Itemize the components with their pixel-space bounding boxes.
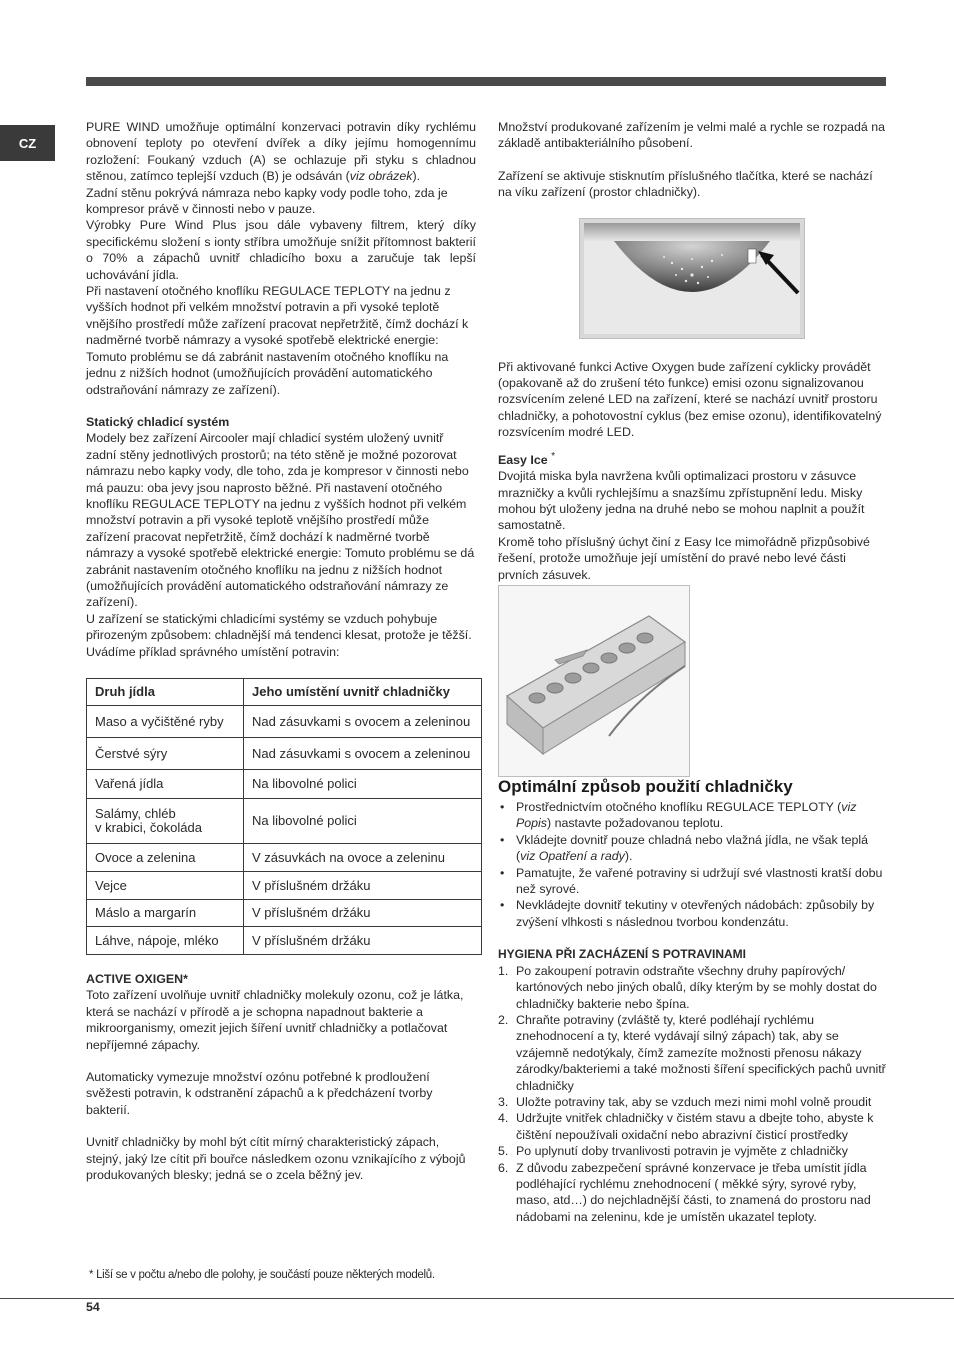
ozone-smell-paragraph: Uvnitř chladničky by mohl být cítit mírný charakteristický zápach, stejný, jaký lze cítit při bouřce následkem ozonu vznikajícího z výbojů produkovaných blesky; jedná se o zcela běžný jev. xyxy=(86,1135,466,1183)
table-header-row xyxy=(87,679,482,706)
pure-wind-plus-paragraph: Výrobky Pure Wind Plus jsou dále vybaveny filtrem, který díky specifickému složení s ionty stříbra umožňuje snížit přítomnost bakterií o 70% a zápachů uvnitř chladicího boxu a zaručuje tak lepší uchovávání jídla. xyxy=(86,218,476,282)
table-cell: Maso a vyčištěné ryby xyxy=(87,706,244,738)
easy-ice-heading: Easy Ice * xyxy=(498,450,556,467)
table-row xyxy=(87,900,482,927)
easy-ice-tray-image xyxy=(498,585,690,777)
table-cell: V příslušném držáku xyxy=(244,900,482,927)
pure-wind-temperature-paragraph: Při nastavení otočného knoflíku REGULACE TEPLOTY na jednu z vyšších hodnot při velkém množství potravin a při vysoké teplotě vnějšího prostředí může zařízení pracovat nepřetržitě, čímž dochází k nadměrné tvorbě námrazy a vysoké spotřebě elektrické energie: Tomuto problému se dá zabránit nastavením otočného knoflíku na jednu z nižších hodnot (umožňujících provádění automatického odstraňování námrazy ze zařízení). xyxy=(86,284,469,397)
ozone-quantity-paragraph: Množství produkované zařízením je velmi malé a rychle se rozpadá na základě antibakteriálního působení. xyxy=(498,120,886,151)
table-cell: Vejce xyxy=(87,872,244,900)
list-item: • Pamatujte, že vařené potraviny si udržují své vlastnosti kratší dobu než syrové. xyxy=(498,865,888,898)
list-item: 1. Po zakoupení potravin odstraňte všechny druhy papírových/ kartónových nebo jiných obalů, díky kterým by se mohly dostat do chladničky bakterie nebo špína. xyxy=(498,963,877,1011)
table-row xyxy=(87,872,482,900)
table-cell: Ovoce a zelenina xyxy=(87,844,244,872)
table-cell: Na libovolné polici xyxy=(244,799,482,844)
hygiene-list xyxy=(498,963,888,1226)
table-header: Jeho umístění uvnitř chladničky xyxy=(244,679,482,706)
active-oxygen-device-image xyxy=(579,218,805,339)
ozone-cycle-paragraph: Při aktivované funkci Active Oxygen bude zařízení cyklicky provádět (opakovaně až do zrušení této funkce) emisi ozonu signalizovanou rozsvícením zelené LED na zařízení, které se nachází uvnitř prostoru chladničky, a pohotovostní cyklus (bez emise ozonu), identifikovatelný rozsvícením modré LED. xyxy=(498,359,882,440)
food-placement-table xyxy=(86,678,482,955)
table-cell: Vařená jídla xyxy=(87,770,244,799)
ozone-device-illustration xyxy=(584,223,800,334)
pure-wind-frost-paragraph: Zadní stěnu pokrývá námraza nebo kapky vody podle toho, zda je kompresor právě v činnosti nebo v pauze. xyxy=(86,185,448,217)
list-item: 4. Udržujte vnitřek chladničky v čistém stavu a dbejte toho, abyste k čištění nepoužívali oxidační nebo abrazivní čisticí prostředky xyxy=(498,1111,874,1142)
table-row xyxy=(87,927,482,955)
static-system-heading: Statický chladicí systém xyxy=(86,414,230,429)
footnote: * Liší se v počtu a/nebo dle polohy, je součástí pouze některých modelů. xyxy=(89,1269,435,1281)
ice-tray-illustration xyxy=(499,586,689,776)
right-column xyxy=(498,119,888,1225)
static-air-paragraph: U zařízení se statickými chladicími systémy se vzduch pohybuje přirozeným způsobem: chladnější má tendenci klesat, protože je těžší. Uvádíme příklad správného umístění potravin: xyxy=(86,611,472,659)
table-row xyxy=(87,844,482,872)
language-tab: CZ xyxy=(0,125,55,161)
list-item: • Vkládejte dovnitř pouze chladná nebo vlažná jídla, ne však teplá (viz Opatření a rady). xyxy=(498,832,888,865)
active-oxigen-heading: ACTIVE OXIGEN* xyxy=(86,972,188,986)
optimal-use-list xyxy=(498,799,888,930)
table-cell: Na libovolné polici xyxy=(244,770,482,799)
table-cell: V příslušném držáku xyxy=(244,872,482,900)
table-header: Druh jídla xyxy=(87,679,244,706)
table-cell: V příslušném držáku xyxy=(244,927,482,955)
bottom-rule xyxy=(0,1298,954,1299)
static-system-paragraph: Modely bez zařízení Aircooler mají chladicí systém uložený uvnitř zadní stěny jednotlivých prostorů; na této stěně je možné pozorovat námrazu nebo kapky vody, dle toho, zda je kompresor v činnosti nebo má pauzu: oba jevy jsou naprosto běžné. Při nastavení otočného knoflíku REGULACE TEPLOTY na jednu z vyšších hodnot při velkém množství potravin a při vysoké teplotě vnějšího prostředí může zařízení pracovat nepřetržitě, čímž dochází k nadměrné tvorbě námrazy a vysoké spotřebě elektrické energie: Tomuto problému se dá zabránit nastavením otočného knoflíku na jednu z nižších hodnot (umožňujících provádění automatického odstraňování námrazy ze zařízení). xyxy=(86,431,475,610)
active-oxigen-paragraph: Toto zařízení uvolňuje uvnitř chladničky molekuly ozonu, což je látka, která se nachází v přírodě a je schopna napadnout bakterie a mikroorganismy, omezit jejich šíření uvnitř chladničky a potlačovat nepříjemné zápachy. xyxy=(86,988,464,1052)
table-row xyxy=(87,706,482,738)
table-row xyxy=(87,738,482,770)
table-cell: Čerstvé sýry xyxy=(87,738,244,770)
table-cell: Máslo a margarín xyxy=(87,900,244,927)
table-row xyxy=(87,770,482,799)
list-item: 2. Chraňte potraviny (zvláště ty, které podléhají rychlému znehodnocení a ty, které vydávají silný zápach) tak, aby se vzájemně nedotýkaly, čímž zamezíte možnosti přenosu nákazy zárodky/bakteriemi a také možnosti šíření specifických pachů uvnitř chladničky xyxy=(498,1012,886,1093)
pure-wind-paragraph: PURE WIND umožňuje optimální konzervaci potravin díky rychlému obnovení teploty po otevření dvířek a díky jejímu homogennímu rozložení: Foukaný vzduch (A) se ochlazuje při styku s chladnou stěnou, zatímco teplejší vzduch (B) je odsáván (viz obrázek). xyxy=(86,120,476,184)
table-cell: Salámy, chléb v krabici, čokoláda xyxy=(87,799,244,844)
left-column xyxy=(86,119,476,1183)
page-number: 54 xyxy=(86,1300,100,1314)
list-item: 6. Z důvodu zabezpečení správné konzervace je třeba umístit jídla podléhající rychlému znehodnocení ( měkké sýry, syrové ryby, maso, atd…) do nejchladnější části, to znamená do prostoru nad nádobami na zeleninu, kde je umístěn ukazatel teploty. xyxy=(498,1160,871,1224)
table-cell: V zásuvkách na ovoce a zeleninu xyxy=(244,844,482,872)
ozone-amount-paragraph: Automaticky vymezuje množství ozónu potřebné k prodloužení svěžesti potravin, k odstranění zápachů a k předcházení tvorby bakterií. xyxy=(86,1070,433,1117)
list-item: • Prostřednictvím otočného knoflíku REGULACE TEPLOTY (viz Popis) nastavte požadovanou teplotu. xyxy=(498,799,888,832)
list-item: 3. Uložte potraviny tak, aby se vzduch mezi nimi mohl volně proudit xyxy=(498,1094,872,1109)
table-row xyxy=(87,799,482,844)
easy-ice-holder-paragraph: Kromě toho příslušný úchyt činí z Easy Ice mimořádně přizpůsobivé řešení, protože umožňuje její umístění do pravé nebo levé části prvních zásuvek. xyxy=(498,534,870,582)
table-cell: Nad zásuvkami s ovocem a zeleninou xyxy=(244,706,482,738)
hygiene-heading: HYGIENA PŘI ZACHÁZENÍ S POTRAVINAMI xyxy=(498,947,747,962)
easy-ice-paragraph: Dvojitá miska byla navržena kvůli optimalizaci prostoru v zásuvce mrazničky a kvůli rychlejšímu a snazšímu zpřístupnění ledu. Misky mohou být uloženy jedna na druhé nebo se mohou naplnit a použít samostatně. xyxy=(498,469,865,533)
table-cell: Nad zásuvkami s ovocem a zeleninou xyxy=(244,738,482,770)
top-rule xyxy=(86,77,886,86)
list-item: 5. Po uplynutí doby trvanlivosti potravin je vyjměte z chladničky xyxy=(498,1144,848,1159)
table-cell: Láhve, nápoje, mléko xyxy=(87,927,244,955)
ozone-activation-paragraph: Zařízení se aktivuje stisknutím příslušného tlačítka, které se nachází na víku zařízení (prostor chladničky). xyxy=(498,168,873,200)
list-item: • Nevkládejte dovnitř tekutiny v otevřených nádobách: způsobily by zvýšení vlhkosti s následnou tvorbou kondenzátu. xyxy=(498,897,888,930)
optimal-use-heading: Optimální způsob použití chladničky xyxy=(498,777,793,797)
